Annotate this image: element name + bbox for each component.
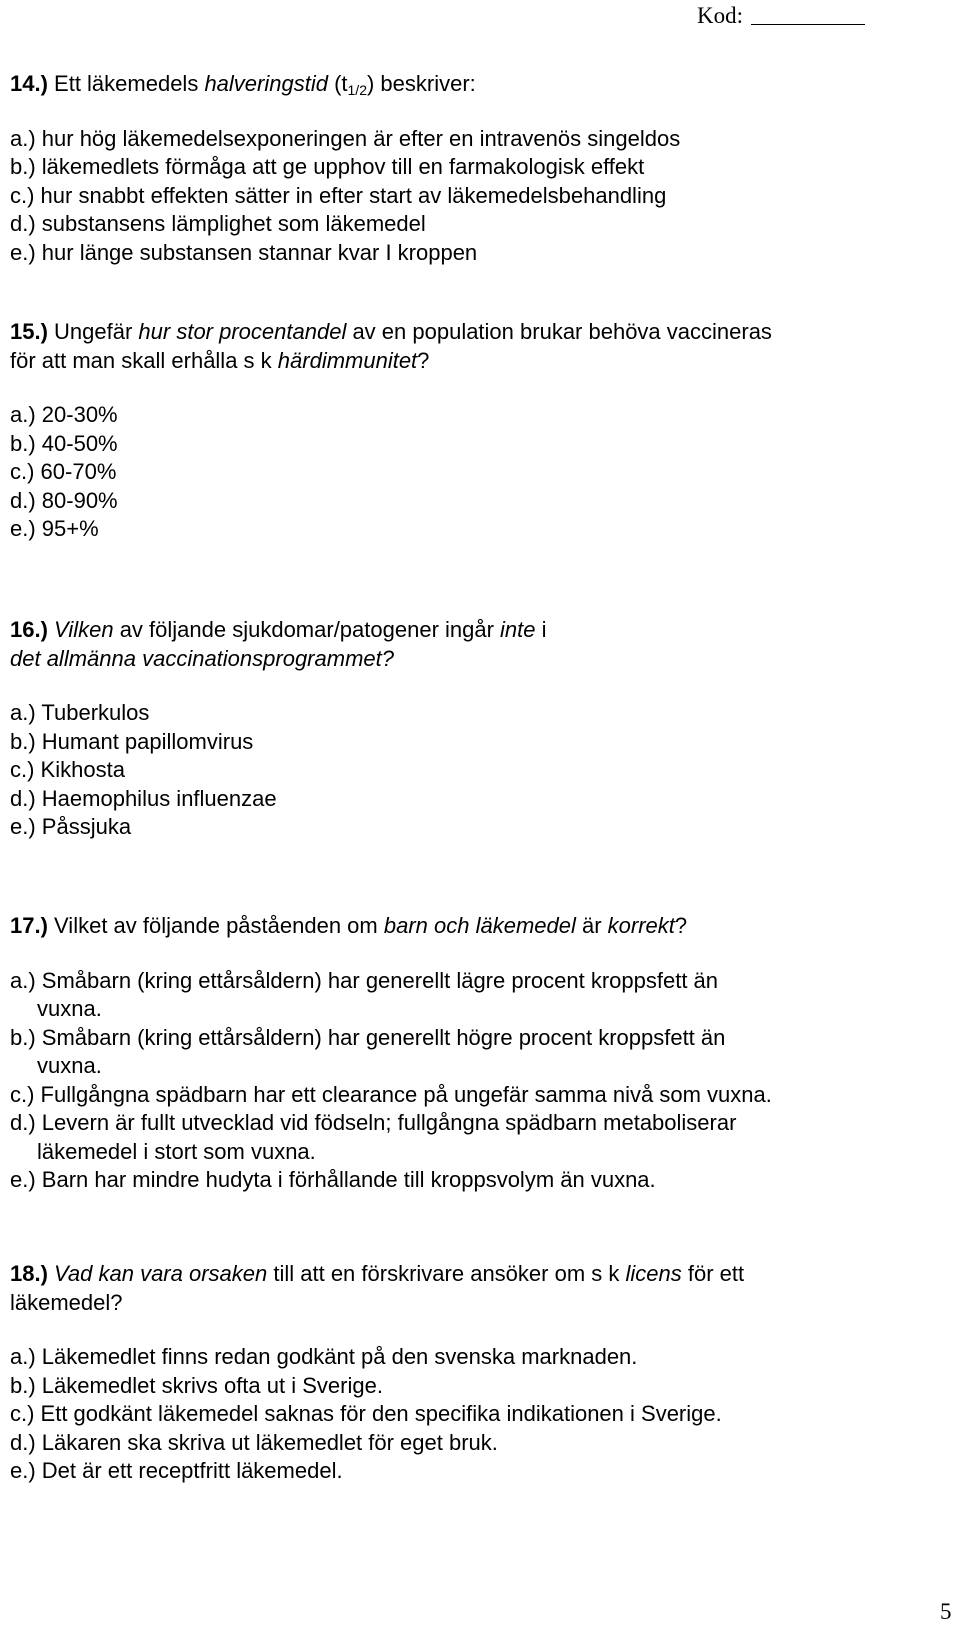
question-number: 15. xyxy=(10,319,41,344)
answer-option: d.) 80-90% xyxy=(10,487,118,513)
answer-option: e.) Påssjuka xyxy=(10,814,132,839)
answer-option: c.) Ett godkänt läkemedel saknas för den specifika indikationen i Sverige. xyxy=(10,1401,722,1426)
answer-option: c.) hur snabbt effekten sätter in efter start av läkemedelsbehandling xyxy=(10,182,667,208)
answer-option: e.) hur länge substansen stannar kvar I kroppen xyxy=(10,239,478,265)
answer-option: a.) Småbarn (kring ettårsåldern) har generellt lägre procent kroppsfett än vuxna. xyxy=(10,967,719,1021)
answer-option: b.) 40-50% xyxy=(10,430,118,456)
answer-option: a.) 20-30% xyxy=(10,402,118,427)
question-number: 18. xyxy=(10,1261,41,1286)
question-18-stem-line2: läkemedel? xyxy=(10,1289,123,1315)
answer-option: e.) Barn har mindre hudyta i förhållande till kroppsvolym än vuxna. xyxy=(10,1167,656,1192)
code-field xyxy=(697,2,865,30)
question-14 xyxy=(10,70,910,267)
answer-option: c.) Kikhosta xyxy=(10,757,125,782)
question-number: 14. xyxy=(10,71,41,96)
question-16-stem: 16.) Vilken av följande sjukdomar/patogener ingår inte i xyxy=(10,617,547,642)
answer-option: a.) hur hög läkemedelsexponeringen är efter en intravenös singeldos xyxy=(10,125,681,151)
question-15 xyxy=(10,318,910,544)
answer-option: a.) Tuberkulos xyxy=(10,700,150,725)
answer-option: d.) Haemophilus influenzae xyxy=(10,785,277,811)
answer-option: b.) Småbarn (kring ettårsåldern) har generellt högre procent kroppsfett än vuxna. xyxy=(10,1024,726,1078)
question-18 xyxy=(10,1260,910,1486)
question-15-stem-line2: för att man skall erhålla s k härdimmunitet? xyxy=(10,347,430,373)
answer-option: e.) 95+% xyxy=(10,516,99,541)
answer-option: d.) Läkaren ska skriva ut läkemedlet för eget bruk. xyxy=(10,1429,498,1455)
question-14-stem: 14.) Ett läkemedels halveringstid $(t_{1/2})$ beskriver: xyxy=(10,71,476,98)
code-blank-line xyxy=(751,23,865,25)
question-18-stem: 18.) Vad kan vara orsaken till att en förskrivare ansöker om s k licens för ett xyxy=(10,1261,745,1286)
answer-option: d.) substansens lämplighet som läkemedel xyxy=(10,211,426,236)
question-16 xyxy=(10,616,910,842)
answer-option: b.) Humant papillomvirus xyxy=(10,728,254,754)
answer-option: b.) läkemedlets förmåga att ge upphov till en farmakologisk effekt xyxy=(10,154,645,179)
question-15-stem: 15.) Ungefär hur stor procentandel av en population brukar behöva vaccineras xyxy=(10,319,772,344)
answer-option: b.) Läkemedlet skrivs ofta ut i Sverige. xyxy=(10,1372,383,1398)
page-number: 5 xyxy=(940,1599,952,1624)
question-17 xyxy=(10,912,910,1195)
answer-option: a.) Läkemedlet finns redan godkänt på den svenska marknaden. xyxy=(10,1344,638,1369)
question-16-stem-line2: det allmänna vaccinationsprogrammet? xyxy=(10,645,394,671)
answer-option: e.) Det är ett receptfritt läkemedel. xyxy=(10,1458,343,1483)
answer-option: c.) Fullgångna spädbarn har ett clearance på ungefär samma nivå som vuxna. xyxy=(10,1081,772,1107)
answer-option: d.) Levern är fullt utvecklad vid födseln; fullgångna spädbarn metaboliserar läkemedel i stort som vuxna. xyxy=(10,1110,737,1164)
code-label: Kod: xyxy=(697,3,743,28)
question-number: 17. xyxy=(10,913,41,938)
question-17-stem: 17.) Vilket av följande påståenden om barn och läkemedel är korrekt? xyxy=(10,913,688,938)
question-number: 16. xyxy=(10,617,41,642)
answer-option: c.) 60-70% xyxy=(10,459,117,484)
